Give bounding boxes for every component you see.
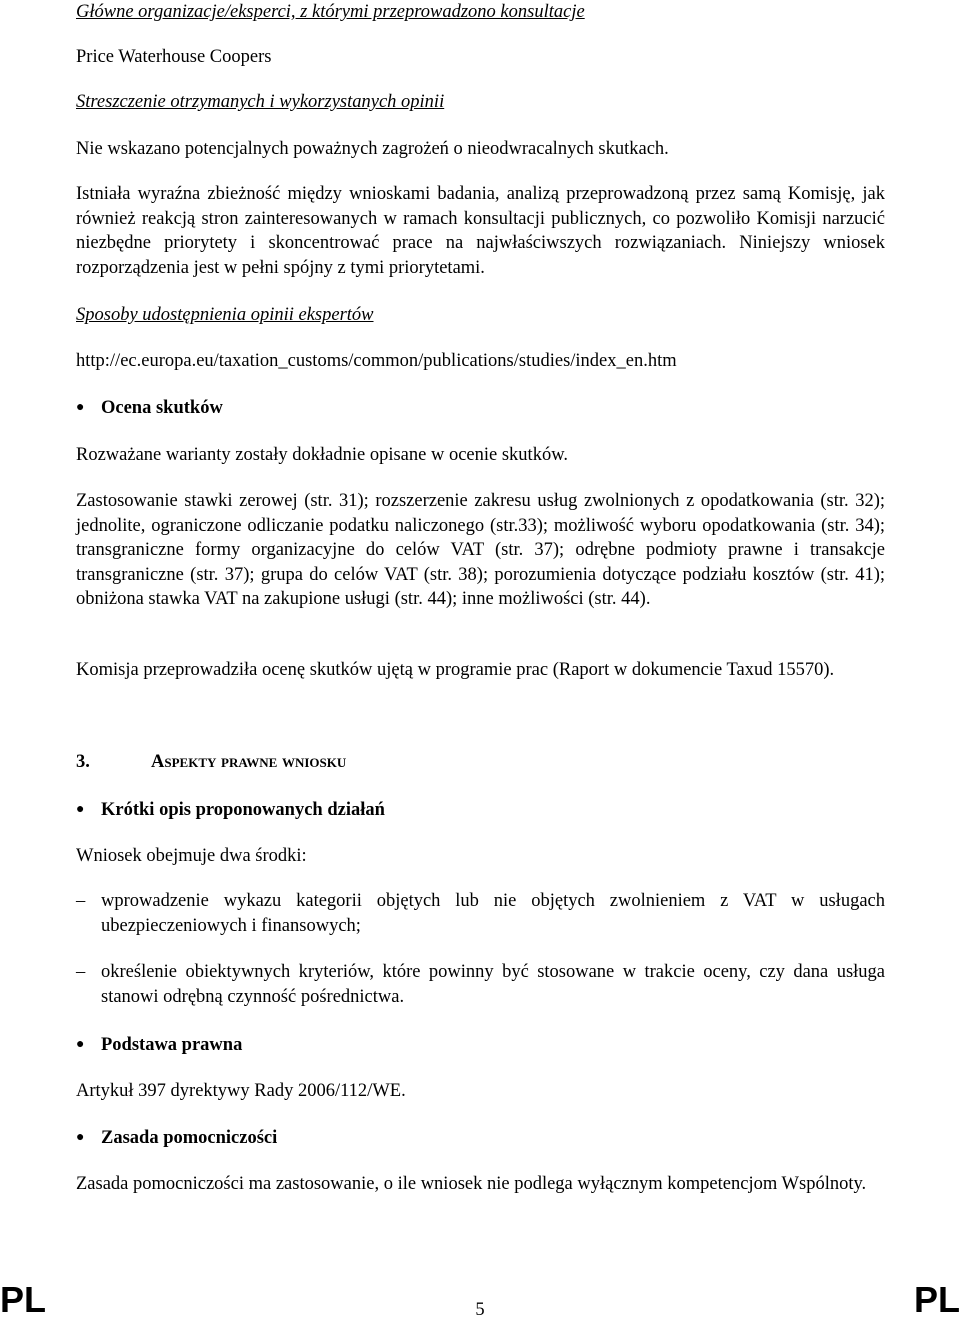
dash-marker: – — [76, 962, 86, 982]
subsidiarity-text: Zasada pomocniczości ma zastosowanie, o ile wniosek nie podlega wyłącznym kompetencjom Wspólnoty. — [76, 1174, 867, 1194]
impact-paragraph-2: Zastosowanie stawki zerowej (str. 31); rozszerzenie zakresu usług zwolnionych z opodatkowania (str. 32); jednolite, ograniczone odliczanie podatku naliczonego (str.33); możliwość wyboru opodatkowania (str. 34); transgraniczne formy organizacyjne do celów VAT (str. 37); odrębne podmioty prawne i transakcje transgraniczne (str. 37); grupa do celów VAT (str. 38); porozumienia dotyczące podziału kosztów (str. 41); obniżona stawka VAT na zakupione usługi (str. 44); inne możliwości (str. 44). — [76, 491, 885, 610]
bullet-summary-actions-label: Krótki opis proponowanych działań — [101, 800, 385, 820]
bullet-dot-icon: ● — [76, 1130, 85, 1145]
heading-summary: Streszczenie otrzymanych i wykorzystanych opinii — [76, 92, 445, 112]
heading-consultations: Główne organizacje/eksperci, z którymi przeprowadzono konsultacje — [76, 2, 585, 22]
footer-language-left: PL — [0, 1279, 47, 1320]
heading-expert-access: Sposoby udostępnienia opinii ekspertów — [76, 305, 374, 325]
bullet-impact-label: Ocena skutków — [101, 398, 223, 418]
impact-paragraph-3: Komisja przeprowadziła ocenę skutków ujętą w programie prac (Raport w dokumencie Taxud 15570). — [76, 660, 835, 680]
list-item — [76, 889, 885, 938]
summary-paragraph-1: Nie wskazano potencjalnych poważnych zagrożeń o nieodwracalnych skutkach. — [76, 139, 669, 159]
bullet-legal-basis-label: Podstawa prawna — [101, 1035, 243, 1055]
actions-intro: Wniosek obejmuje dwa środki: — [76, 846, 307, 866]
consultants-text: Price Waterhouse Coopers — [76, 47, 272, 67]
bullet-subsidiarity-label: Zasada pomocniczości — [101, 1128, 278, 1148]
list-item — [76, 960, 885, 1009]
summary-paragraph-2: Istniała wyraźna zbieżność między wnioskami badania, analizą przeprowadzoną przez samą Komisję, jak również reakcją stron zainteresowanych w ramach konsultacji publicznych, co pozwoliło Komisji narzucić niezbędne priorytety i skoncentrować prace na najwłaściwszych rozwiązaniach. Niniejszy wniosek rozporządzenia jest w pełni spójny z tymi priorytetami. — [76, 184, 885, 278]
section-3-title: Aspekty prawne wniosku — [151, 752, 347, 772]
bullet-dot-icon: ● — [76, 1037, 85, 1052]
list-item-text: wprowadzenie wykazu kategorii objętych lub nie objętych zwolnieniem z VAT w usługach ubezpieczeniowych i finansowych; — [101, 891, 885, 936]
list-item-text: określenie obiektywnych kryteriów, które powinny być stosowane w trakcie oceny, czy dana usługa stanowi odrębną czynność pośrednictwa. — [101, 962, 885, 1007]
bullet-dot-icon: ● — [76, 802, 85, 817]
section-3-heading — [76, 750, 346, 775]
dash-marker: – — [76, 891, 86, 911]
footer-language-right: PL — [913, 1279, 960, 1320]
impact-paragraph-1: Rozważane warianty zostały dokładnie opisane w ocenie skutków. — [76, 445, 568, 465]
page-number: 5 — [475, 1300, 485, 1320]
expert-url[interactable]: http://ec.europa.eu/taxation_customs/common/publications/studies/index_en.htm — [76, 351, 677, 371]
bullet-dot-icon: ● — [76, 400, 85, 415]
legal-basis-text: Artykuł 397 dyrektywy Rady 2006/112/WE. — [76, 1081, 406, 1101]
section-3-number: 3. — [76, 752, 90, 772]
